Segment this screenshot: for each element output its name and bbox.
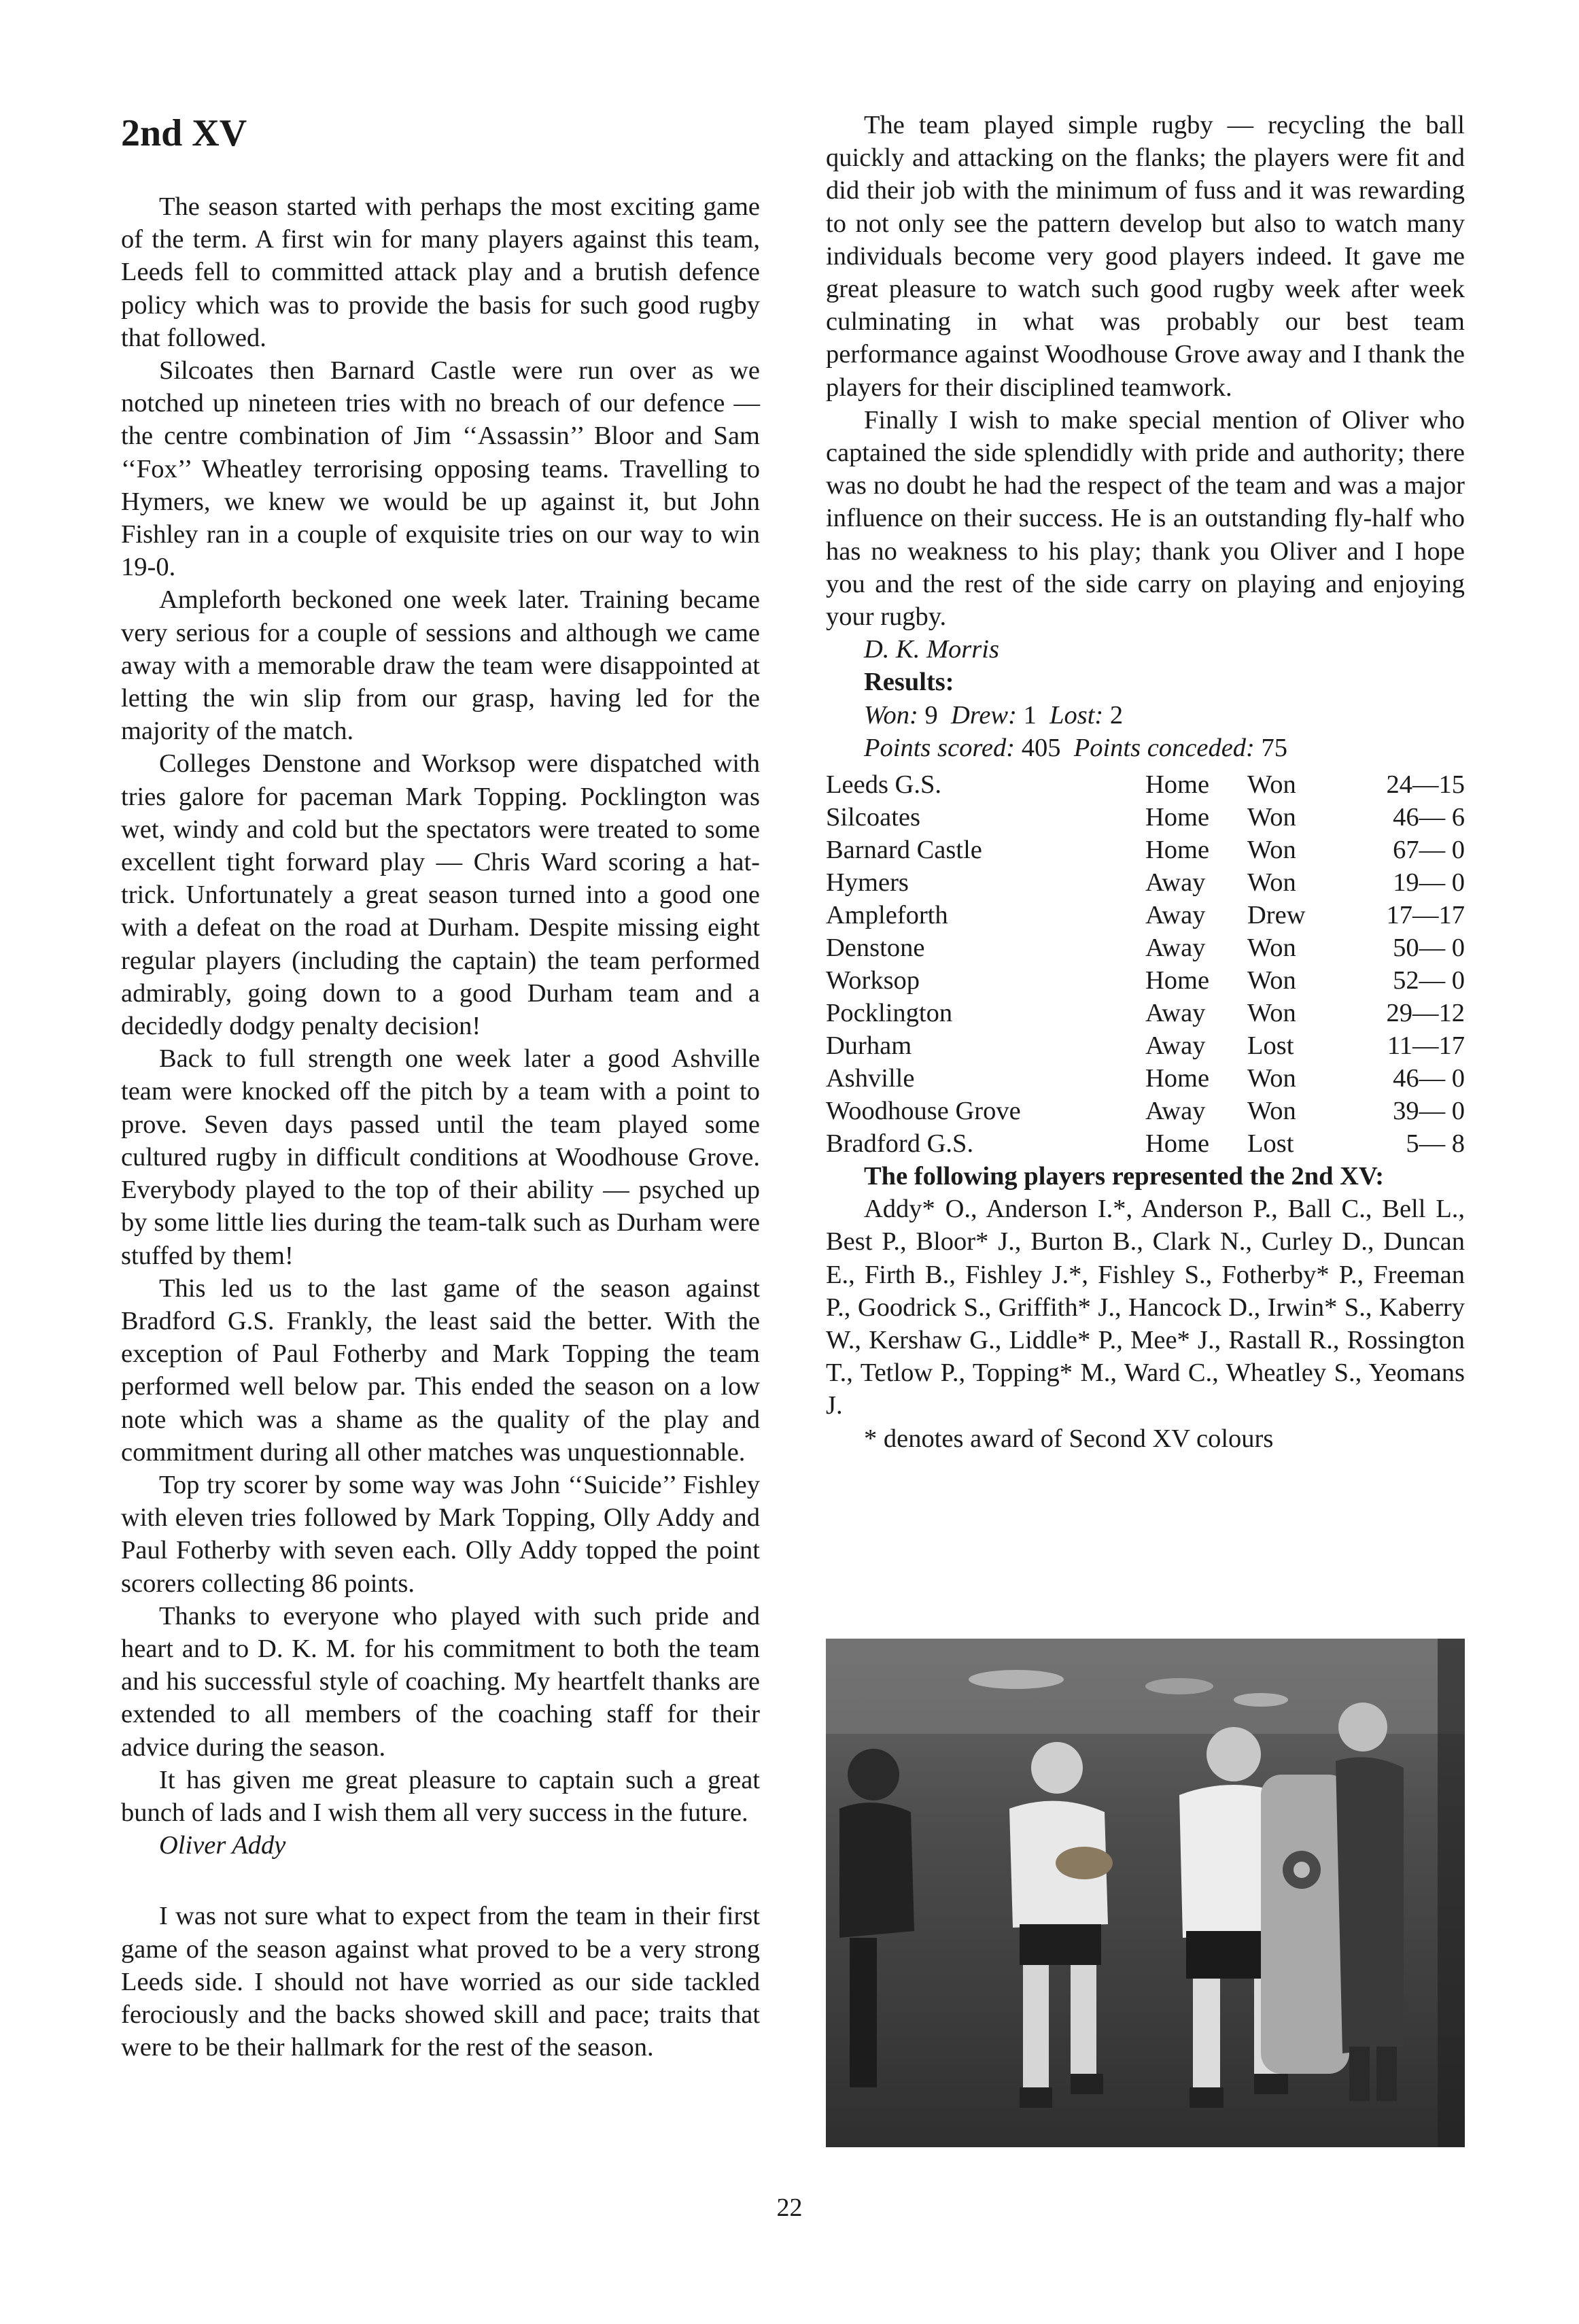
captain-signature: Oliver Addy (159, 1831, 286, 1860)
score-cell: 17—17 (1386, 901, 1465, 930)
team-cell: Leeds G.S. (826, 770, 942, 800)
article-paragraph: Back to full strength one week later a good Ashville team were knocked off the pitch by a team with a point to prove. Seven days passed until the team played some cultured rugby in difficult conditions at Woodhouse Grove. Everybody played to the top of their ability — psyched up by some little lies during the team-talk such as Durham were stuffed by them! (121, 1044, 760, 1270)
result-cell: Won (1247, 836, 1296, 865)
table-row (826, 1127, 1465, 1160)
table-row (826, 834, 1465, 866)
article-paragraph: It has given me great pleasure to captain such a great bunch of lads and I wish them all very success in the future. (121, 1765, 760, 1827)
section-heading: 2nd XV (121, 112, 247, 154)
article-paragraph: Colleges Denstone and Worksop were dispatched with tries galore for paceman Mark Topping. Pocklington was wet, windy and cold but the spectators were treated to some excellent tight forward play — Chris Ward scoring a hat-trick. Unfortunately a great season turned into a good one with a defeat on the road at Durham. Despite missing eight regular players (including the captain) the team performed admirably, going down to a good Durham team and a decidedly dodgy penalty decision! (121, 749, 760, 1041)
result-cell: Lost (1247, 1031, 1294, 1061)
players-title: The following players represented the 2nd XV: (864, 1162, 1385, 1191)
venue-cell: Away (1145, 999, 1206, 1028)
score-cell: 46— 0 (1393, 1064, 1465, 1093)
drew-label: Drew: (950, 700, 1017, 730)
score-cell: 67— 0 (1393, 836, 1465, 865)
venue-cell: Home (1145, 1064, 1210, 1093)
coach-signature: D. K. Morris (864, 635, 999, 664)
result-cell: Won (1247, 803, 1296, 832)
article-paragraph: The season started with perhaps the most exciting game of the term. A first win for many players against this team, Leeds fell to committed attack play and a brutish defence policy which was to provide the basis for such good rugby that followed. (121, 192, 760, 352)
score-cell: 5— 8 (1406, 1129, 1465, 1159)
team-cell: Barnard Castle (826, 836, 982, 865)
result-cell: Won (1247, 999, 1296, 1028)
venue-cell: Home (1145, 803, 1210, 832)
article-paragraph: Silcoates then Barnard Castle were run over as we notched up nineteen tries with no breach of our defence — the centre combination of Jim ‘‘Assassin’’ Bloor and Sam ‘‘Fox’’ Wheatley terrorising opposing teams. Travelling to Hymers, we knew we would be up against it, but John Fishley ran in a couple of exquisite tries on our way to win 19-0. (121, 356, 760, 582)
team-cell: Woodhouse Grove (826, 1097, 1021, 1126)
result-cell: Won (1247, 966, 1296, 995)
points-scored-label: Points scored: (864, 733, 1016, 762)
lost-label: Lost: (1049, 700, 1104, 730)
points-scored: 405 (1021, 733, 1061, 762)
score-cell: 50— 0 (1393, 934, 1465, 963)
result-cell: Won (1247, 1097, 1296, 1126)
lost-count: 2 (1109, 700, 1124, 730)
team-cell: Pocklington (826, 999, 953, 1028)
colours-note: * denotes award of Second XV colours (864, 1424, 1274, 1453)
table-row (826, 997, 1465, 1029)
venue-cell: Away (1145, 901, 1206, 930)
result-cell: Won (1247, 868, 1296, 898)
article-paragraph: Finally I wish to make special mention of Oliver who captained the side splendidly with pride and authority; there was no doubt he had the respect of the team and was a major influence on their success. He is an outstanding fly-half who has no weakness to his play; thank you Oliver and I hope you and the rest of the side carry on playing and enjoying your rugby. (826, 405, 1465, 632)
points-conceded: 75 (1261, 733, 1288, 762)
article-paragraph: Top try scorer by some way was John ‘‘Suicide’’ Fishley with eleven tries followed by Mark Topping, Olly Addy and Paul Fotherby with seven each. Olly Addy topped the point scorers collecting 86 points. (121, 1470, 760, 1598)
points-conceded-label: Points conceded: (1073, 733, 1255, 762)
score-cell: 24—15 (1386, 770, 1465, 800)
results-summary-points (826, 732, 1465, 764)
result-cell: Won (1247, 770, 1296, 800)
result-cell: Won (1247, 1064, 1296, 1093)
score-cell: 39— 0 (1393, 1097, 1465, 1126)
team-cell: Bradford G.S. (826, 1129, 974, 1159)
right-column (826, 109, 1465, 1455)
drew-count: 1 (1023, 700, 1037, 730)
result-cell: Drew (1247, 901, 1306, 930)
score-cell: 52— 0 (1393, 966, 1465, 995)
table-row (826, 866, 1465, 899)
article-paragraph: Thanks to everyone who played with such pride and heart and to D. K. M. for his commitment to both the team and his successful style of coaching. My heartfelt thanks are extended to all members of the coaching staff for their advice during the season. (121, 1601, 760, 1762)
results-title: Results: (864, 668, 954, 697)
team-cell: Hymers (826, 868, 909, 898)
team-cell: Silcoates (826, 803, 920, 832)
table-row (826, 964, 1465, 997)
players-list: Addy* O., Anderson I.*, Anderson P., Ball C., Bell L., Best P., Bloor* J., Burton B., Clark N., Curley D., Duncan E., Firth B., Fishley J.*, Fishley S., Fotherby* P., Freeman P., Goodrick S., Griffith* J., Hancock D., Irwin* S., Kaberry W., Kershaw G., Liddle* P., Mee* J., Rastall R., Rossington T., Tetlow P., Topping* M., Ward C., Wheatley S., Yeomans J. (826, 1195, 1465, 1420)
article-paragraph: This led us to the last game of the season against Bradford G.S. Frankly, the least said the better. With the exception of Paul Fotherby and Mark Topping the team performed well below par. This ended the season on a low note which was a shame as the quality of the play and commitment during all other matches was unquestionnable. (121, 1274, 760, 1467)
result-cell: Lost (1247, 1129, 1294, 1159)
table-row (826, 932, 1465, 964)
venue-cell: Away (1145, 1031, 1206, 1061)
table-row (826, 768, 1465, 801)
venue-cell: Away (1145, 1097, 1206, 1126)
table-row (826, 1062, 1465, 1095)
team-cell: Durham (826, 1031, 912, 1061)
won-count: 9 (924, 700, 938, 730)
results-table (826, 768, 1465, 1160)
won-label: Won: (864, 700, 918, 730)
venue-cell: Away (1145, 934, 1206, 963)
article-paragraph: The team played simple rugby — recycling the ball quickly and attacking on the flanks; the players were fit and did their job with the minimum of fuss and it was rewarding to not only see the pattern develop but also to watch many individuals become very good players indeed. It gave me great pleasure to watch such good rugby week after week culminating in what was probably our best team performance against Woodhouse Grove away and I thank the players for their disciplined teamwork. (826, 111, 1465, 402)
results-summary-record (826, 699, 1465, 732)
table-row (826, 1029, 1465, 1062)
score-cell: 46— 6 (1393, 803, 1465, 832)
article-paragraph: I was not sure what to expect from the team in their first game of the season against what proved to be a very strong Leeds side. I should not have worried as our side tackled ferociously and the backs showed skill and pace; traits that were to be their hallmark for the rest of the season. (121, 1902, 760, 2062)
team-cell: Ashville (826, 1064, 915, 1093)
left-column (121, 109, 760, 2064)
result-cell: Won (1247, 934, 1296, 963)
team-cell: Denstone (826, 934, 925, 963)
team-training-photo (826, 1639, 1465, 2147)
table-row (826, 801, 1465, 834)
score-cell: 29—12 (1386, 999, 1465, 1028)
venue-cell: Home (1145, 770, 1210, 800)
venue-cell: Home (1145, 1129, 1210, 1159)
venue-cell: Home (1145, 966, 1210, 995)
table-row (826, 1095, 1465, 1127)
venue-cell: Home (1145, 836, 1210, 865)
page-number: 22 (776, 2193, 803, 2222)
score-cell: 19— 0 (1393, 868, 1465, 898)
team-cell: Worksop (826, 966, 920, 995)
article-paragraph: Ampleforth beckoned one week later. Training became very serious for a couple of sessions and although we came away with a memorable draw the team were disappointed at letting the win slip from our grasp, having led for the majority of the match. (121, 585, 760, 746)
photo-illustration (826, 1639, 1465, 2147)
team-cell: Ampleforth (826, 901, 948, 930)
venue-cell: Away (1145, 868, 1206, 898)
score-cell: 11—17 (1387, 1031, 1465, 1061)
table-row (826, 899, 1465, 932)
spacer (121, 1862, 760, 1900)
